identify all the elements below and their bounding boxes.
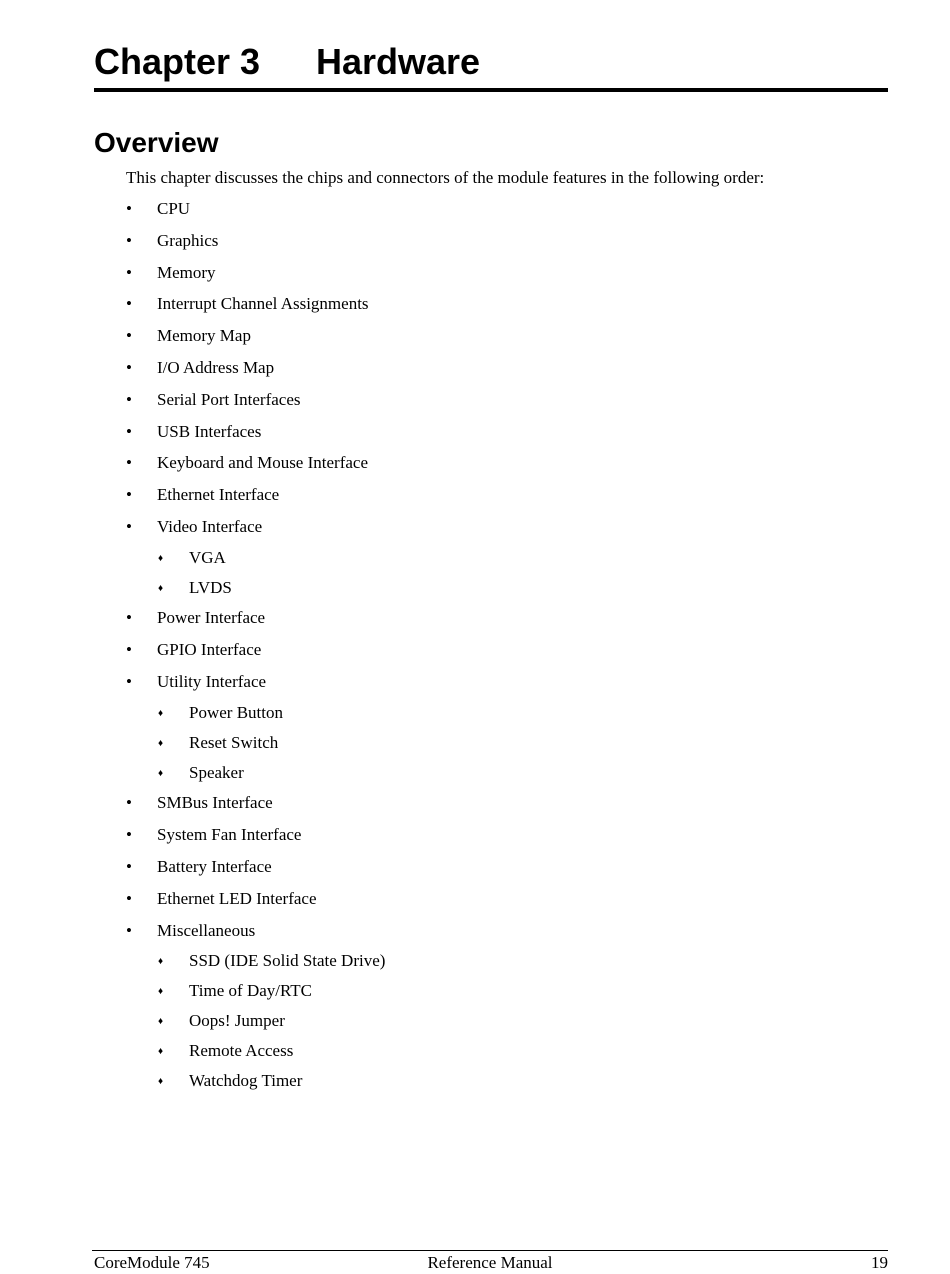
bullet-icon: • <box>126 326 132 345</box>
footer-doc-type: Reference Manual <box>427 1253 553 1272</box>
list-item-label: GPIO Interface <box>157 640 262 659</box>
list-item-label: Power Button <box>189 703 283 722</box>
diamond-bullet-icon: ♦ <box>158 768 164 779</box>
diamond-bullet-icon: ♦ <box>158 583 164 594</box>
intro-paragraph: This chapter discusses the chips and connectors of the module features in the following order: <box>126 168 765 187</box>
list-item-label: Graphics <box>157 231 219 250</box>
list-item-label: Oops! Jumper <box>189 1011 285 1030</box>
bullet-icon: • <box>126 263 132 282</box>
bullet-icon: • <box>126 672 132 691</box>
list-item-label: Watchdog Timer <box>189 1071 303 1090</box>
bullet-icon: • <box>126 199 132 218</box>
list-item-label: LVDS <box>189 578 232 597</box>
list-item-label: Battery Interface <box>157 857 272 876</box>
bullet-icon: • <box>126 825 132 844</box>
bullet-icon: • <box>126 857 132 876</box>
chapter-number: Chapter 3 <box>94 41 261 82</box>
list-item-label: Keyboard and Mouse Interface <box>157 453 368 472</box>
list-item-label: Serial Port Interfaces <box>157 390 301 409</box>
page-footer <box>92 1250 888 1273</box>
bullet-icon: • <box>126 517 132 536</box>
list-item-label: Reset Switch <box>189 733 279 752</box>
bullet-icon: • <box>126 793 132 812</box>
list-item-label: SMBus Interface <box>157 793 273 812</box>
list-item-label: SSD (IDE Solid State Drive) <box>189 951 386 970</box>
list-item-label: Video Interface <box>157 517 263 536</box>
list-item-label: I/O Address Map <box>157 358 275 377</box>
footer-product: CoreModule 745 <box>94 1253 210 1272</box>
bullet-icon: • <box>126 921 132 940</box>
diamond-bullet-icon: ♦ <box>158 1076 164 1087</box>
bullet-icon: • <box>126 453 132 472</box>
bullet-icon: • <box>126 358 132 377</box>
bullet-icon: • <box>126 889 132 908</box>
list-item-label: System Fan Interface <box>157 825 302 844</box>
diamond-bullet-icon: ♦ <box>158 956 164 967</box>
diamond-bullet-icon: ♦ <box>158 1046 164 1057</box>
diamond-bullet-icon: ♦ <box>158 708 164 719</box>
list-item-label: USB Interfaces <box>157 422 262 441</box>
list-item-label: Utility Interface <box>157 672 267 691</box>
bullet-icon: • <box>126 390 132 409</box>
bullet-icon: • <box>126 640 132 659</box>
bullet-icon: • <box>126 231 132 250</box>
diamond-bullet-icon: ♦ <box>158 553 164 564</box>
list-item-label: Remote Access <box>189 1041 294 1060</box>
diamond-bullet-icon: ♦ <box>158 986 164 997</box>
list-item-label: Miscellaneous <box>157 921 256 940</box>
section-title: Overview <box>94 127 219 158</box>
list-item-label: Memory Map <box>157 326 251 345</box>
list-item-label: Memory <box>157 263 216 282</box>
chapter-header <box>94 40 888 92</box>
bullet-icon: • <box>126 608 132 627</box>
list-item-label: CPU <box>157 199 191 218</box>
chapter-title: Hardware <box>316 41 481 82</box>
diamond-bullet-icon: ♦ <box>158 1016 164 1027</box>
bullet-icon: • <box>126 422 132 441</box>
footer-page-number: 19 <box>871 1253 888 1272</box>
bullet-icon: • <box>126 294 132 313</box>
list-item-label: Time of Day/RTC <box>189 981 313 1000</box>
list-item-label: Ethernet Interface <box>157 485 280 504</box>
list-item-label: Speaker <box>189 763 244 782</box>
list-item-label: Interrupt Channel Assignments <box>157 294 369 313</box>
list-item-label: Power Interface <box>157 608 266 627</box>
diamond-bullet-icon: ♦ <box>158 738 164 749</box>
list-item-label: VGA <box>189 548 226 567</box>
list-item-label: Ethernet LED Interface <box>157 889 317 908</box>
bullet-icon: • <box>126 485 132 504</box>
